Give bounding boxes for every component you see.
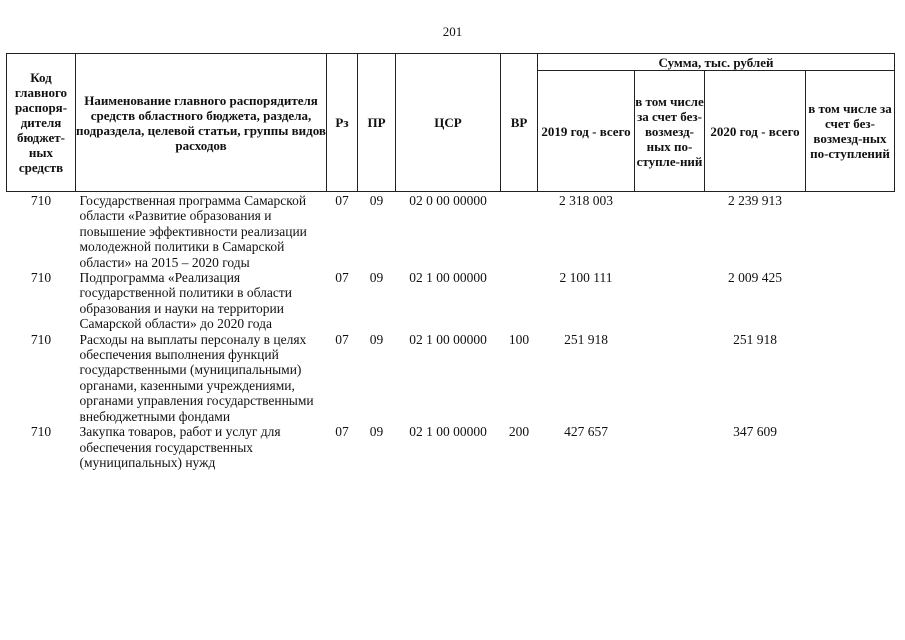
cell-pr: 09 (369, 424, 384, 440)
header-rz: Рз (327, 54, 358, 192)
cell-csr: 02 1 00 00000 (409, 270, 487, 286)
cell-pr: 09 (369, 193, 384, 208)
page-number: 201 (442, 24, 463, 39)
cell-free-2019 (635, 332, 705, 424)
header-sum-group: Сумма, тыс. рублей (538, 54, 895, 71)
cell-rz: 07 (335, 270, 349, 286)
cell-csr: 02 0 00 00000 (409, 193, 487, 208)
cell-free-2020 (806, 270, 895, 332)
table-row (7, 270, 895, 332)
header-code: Код главного распоря-дителя бюджет-ных средств (7, 54, 76, 192)
cell-free-2020 (806, 192, 895, 271)
header-csr: ЦСР (396, 54, 501, 192)
cell-sum-2020: 2 009 425 (728, 270, 782, 286)
cell-code: 710 (30, 270, 52, 286)
cell-free-2020 (806, 332, 895, 424)
cell-vr (501, 270, 538, 332)
cell-sum-2020: 347 609 (733, 424, 777, 440)
cell-free-2020 (806, 424, 895, 470)
cell-sum-2019: 2 100 111 (559, 270, 613, 286)
cell-sum-2019: 251 918 (564, 331, 608, 347)
header-2020-free: в том числе за счет без-возмезд-ных по-ступлений (806, 71, 895, 192)
cell-code: 710 (30, 331, 52, 347)
table-row (7, 332, 895, 424)
cell-rz: 07 (335, 193, 349, 208)
header-vr: ВР (501, 54, 538, 192)
header-name: Наименование главного распорядителя средств областного бюджета, раздела, подраздела, целевой статьи, группы видов расходов (76, 54, 327, 192)
cell-code: 710 (30, 193, 52, 208)
cell-free-2019 (635, 424, 705, 470)
cell-code: 710 (30, 424, 52, 440)
cell-pr: 09 (369, 270, 384, 286)
cell-csr: 02 1 00 00000 (409, 331, 487, 347)
cell-sum-2020: 251 918 (733, 331, 777, 347)
table-row (7, 192, 895, 271)
table-row (7, 424, 895, 470)
cell-name: Расходы на выплаты персоналу в целях обеспечения выполнения функций государственными (муниципальными) органами, казенными учреждениями, органами управления государственными внебюджетными фондами (79, 331, 314, 424)
cell-sum-2019: 2 318 003 (559, 193, 613, 208)
cell-name: Государственная программа Самарской области «Развитие образования и повышение эффективности реализации молодежной политики в Самарской области» на 2015 – 2020 годы (79, 193, 307, 270)
header-2019-free: в том числе за счет без-возмезд-ных по-ступле-ний (635, 71, 705, 192)
cell-name: Закупка товаров, работ и услуг для обеспечения государственных (муниципальных) нужд (79, 424, 281, 470)
cell-name: Подпрограмма «Реализация государственной политики в области образования и науки на территории Самарской области» до 2020 года (79, 270, 293, 332)
cell-pr: 09 (369, 331, 384, 347)
cell-sum-2019: 427 657 (564, 424, 608, 440)
cell-vr: 200 (508, 424, 530, 440)
cell-vr (501, 192, 538, 271)
cell-rz: 07 (335, 424, 349, 440)
cell-free-2019 (635, 192, 705, 271)
header-2020-total: 2020 год - всего (705, 71, 806, 192)
cell-csr: 02 1 00 00000 (409, 424, 487, 440)
header-pr: ПР (358, 54, 396, 192)
cell-rz: 07 (335, 331, 349, 347)
budget-table (6, 53, 895, 470)
cell-free-2019 (635, 270, 705, 332)
cell-vr: 100 (508, 331, 530, 347)
header-2019-total: 2019 год - всего (538, 71, 635, 192)
cell-sum-2020: 2 239 913 (728, 193, 782, 208)
